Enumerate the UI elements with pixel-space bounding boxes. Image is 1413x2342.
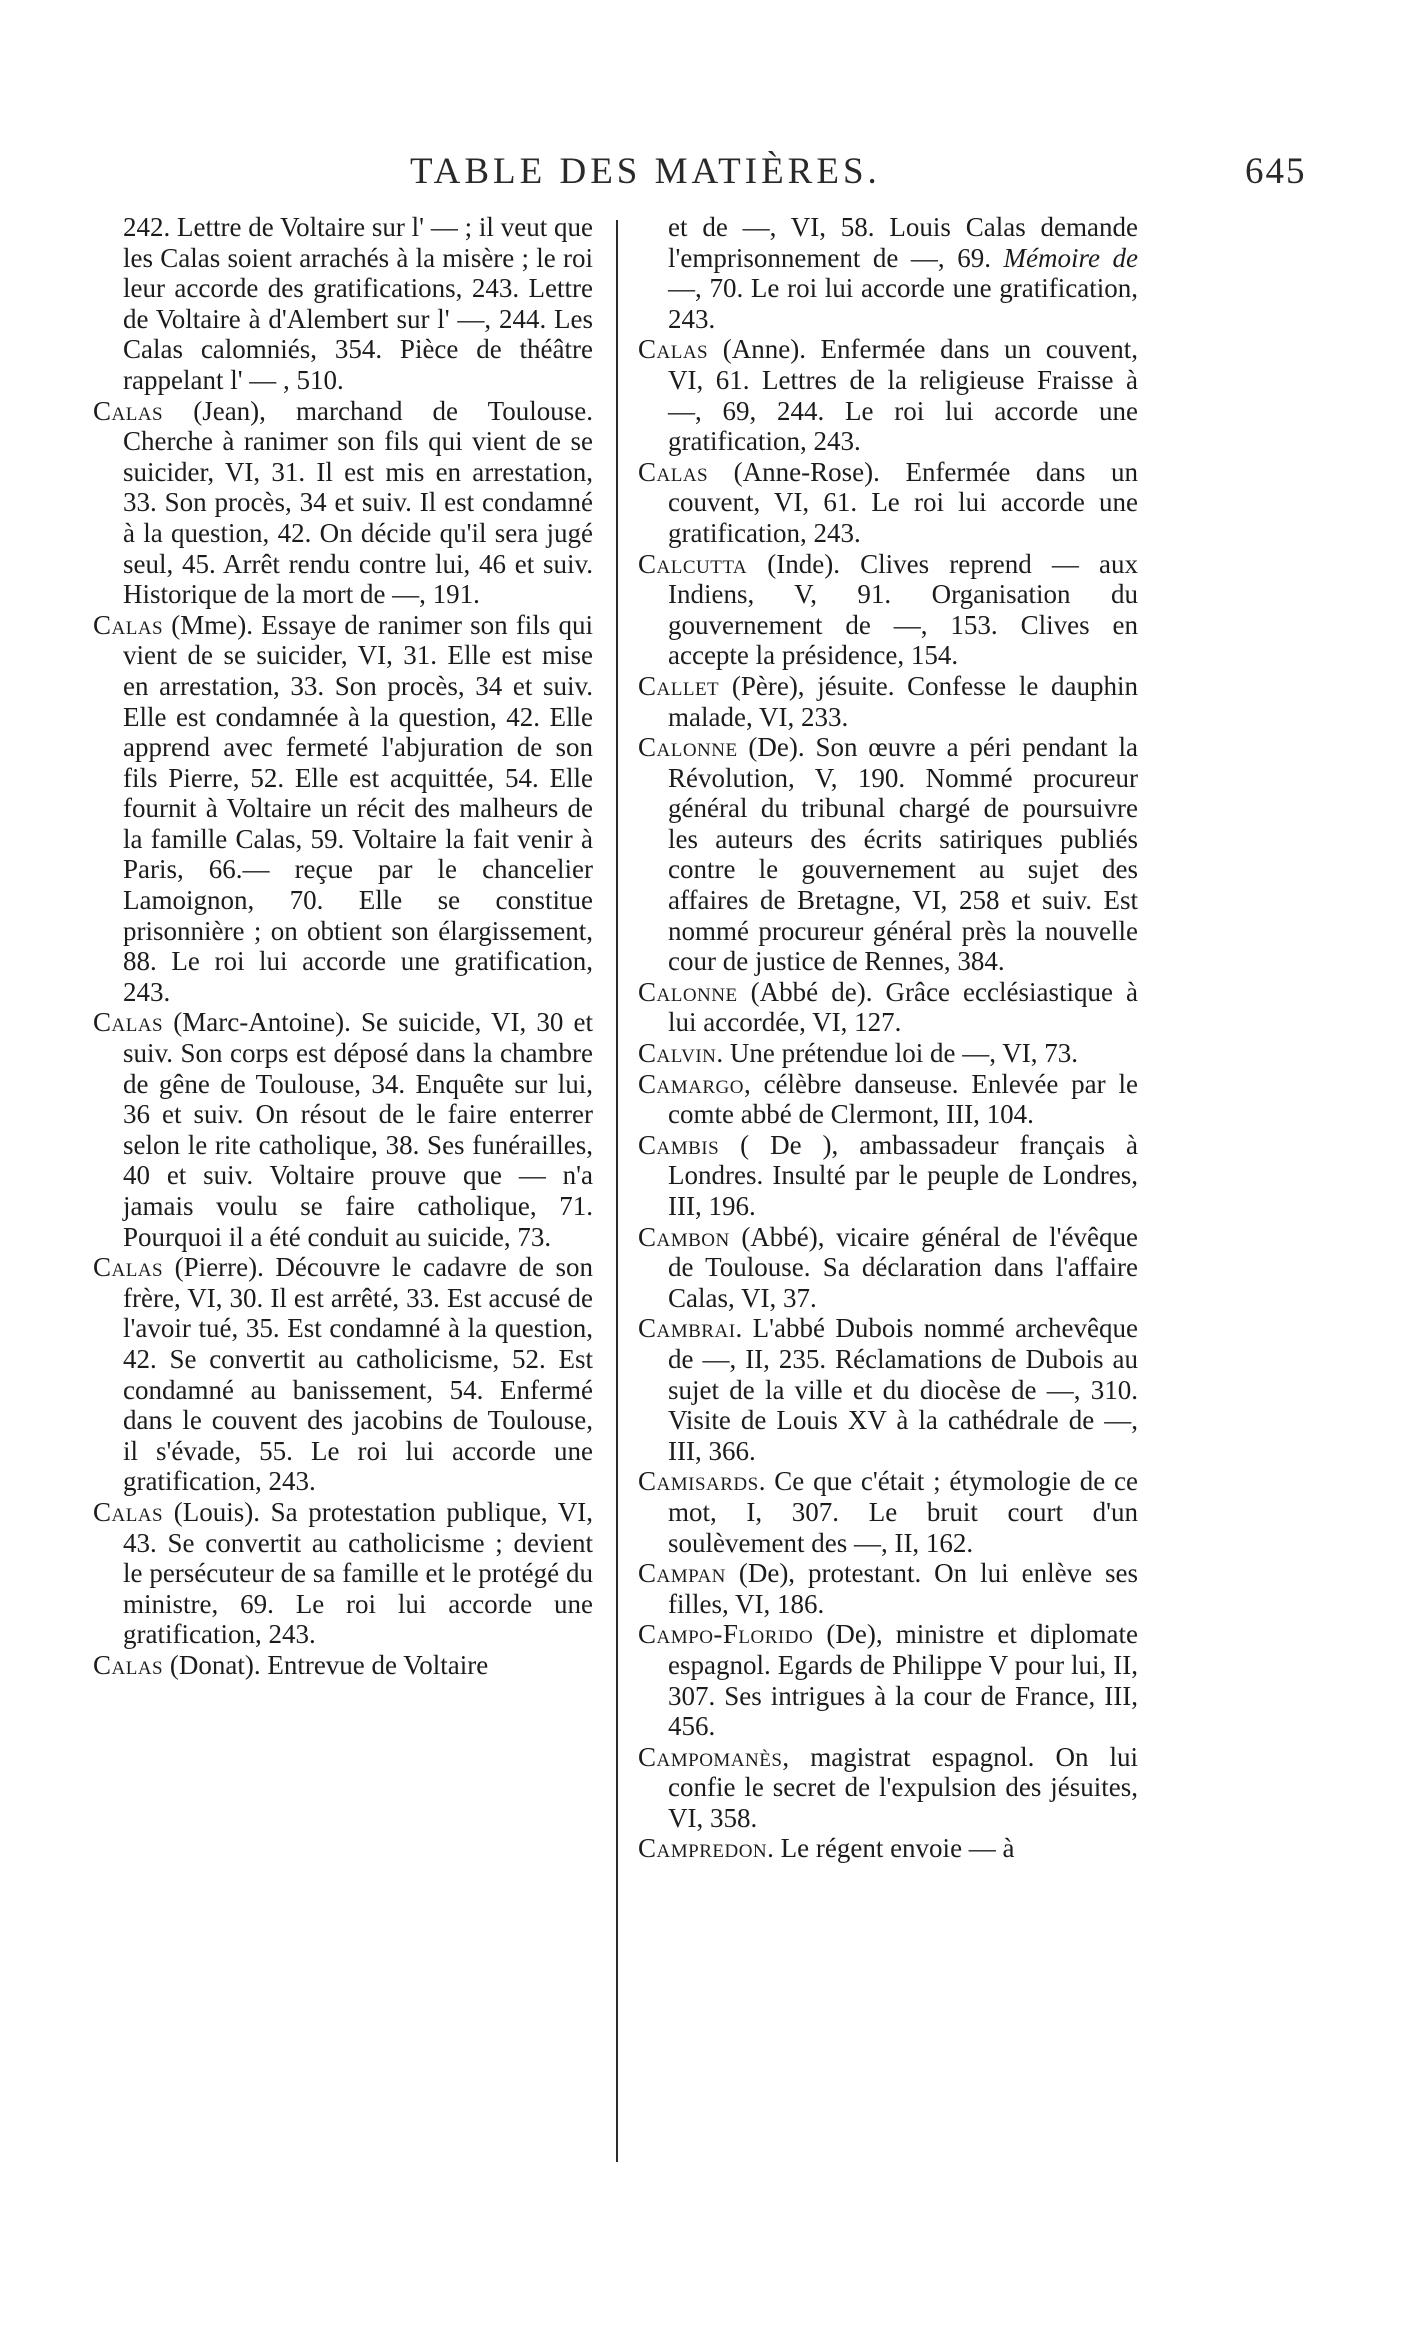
entry-text: (Mme). Essaye de ranimer son fils qui vient de se suicider, VI, 31. Elle est mise en arrestation, 33. Son procès, 34 et suiv. Elle est condamnée à la question, 42. Elle apprend avec fermeté l'abjuration de son fils Pierre, 52. Elle est acquittée, 54. Elle fournit à Voltaire un récit des malheurs de la famille Calas, 59. Voltaire la fait venir à Paris, 66.— reçue par le chancelier Lamoignon, 70. Elle se constitue prisonnière ; on obtient son élargissement, 88. Le roi lui accorde une gratification, 243. bbox=[123, 609, 593, 1007]
page-number: 645 bbox=[1245, 151, 1307, 192]
index-entry bbox=[93, 1252, 593, 1497]
entry-headword: Calas bbox=[93, 1252, 164, 1283]
index-entry bbox=[638, 1742, 1138, 1834]
entry-text: (De), protestant. On lui enlève ses filles, VI, 186. bbox=[668, 1558, 1138, 1619]
entry-text: ( De ), ambassadeur français à Londres. Insulté par le peuple de Londres, III, 196. bbox=[668, 1129, 1138, 1221]
entry-headword: Campomanès bbox=[638, 1741, 783, 1772]
column-divider bbox=[616, 220, 618, 2162]
index-entry bbox=[638, 1833, 1138, 1864]
entry-headword: Campan bbox=[638, 1558, 726, 1589]
entry-text: (De), ministre et diplomate espagnol. Egards de Philippe V pour lui, II, 307. Ses intrigues à la cour de France, III, 456. bbox=[668, 1619, 1138, 1742]
entry-headword: Camisards bbox=[638, 1466, 759, 1497]
index-entry bbox=[93, 1497, 593, 1650]
entry-headword: Calcutta bbox=[638, 548, 748, 579]
entry-headword: Calas bbox=[93, 609, 164, 640]
entry-text: (Inde). Clives reprend — aux Indiens, V, 91. Organisation du gouvernement de —, 153. Clives en accepte la présidence, 154. bbox=[668, 548, 1138, 671]
running-title: TABLE DES MATIÈRES. bbox=[410, 151, 881, 192]
page-header bbox=[0, 150, 1413, 200]
entry-headword: Calas bbox=[638, 334, 709, 365]
index-entry bbox=[93, 610, 593, 1008]
index-entry bbox=[93, 1650, 593, 1681]
entry-headword: Calas bbox=[93, 1007, 164, 1038]
entry-text: . Une prétendue loi de —, VI, 73. bbox=[716, 1038, 1079, 1069]
entry-text: (De). Son œuvre a péri pendant la Révolution, V, 190. Nommé procureur général du tribunal chargé de poursuivre les auteurs des écrits satiriques publiés contre le gouvernement au sujet des affaires de Bretagne, VI, 258 et suiv. Est nommé procureur général près la nouvelle cour de justice de Rennes, 384. bbox=[668, 732, 1138, 977]
continuation-text bbox=[638, 212, 1138, 334]
index-entry bbox=[638, 1313, 1138, 1466]
entry-headword: Calas bbox=[93, 1649, 164, 1680]
entry-headword: Campo-Florido bbox=[638, 1619, 814, 1650]
left-column bbox=[93, 212, 593, 1681]
index-entry bbox=[638, 1069, 1138, 1130]
entry-text: (Marc-Antoine). Se suicide, VI, 30 et suiv. Son corps est déposé dans la chambre de gêne de Toulouse, 34. Enquête sur lui, 36 et suiv. On résout de le faire enterrer selon le rite catholique, 38. Ses funérailles, 40 et suiv. Voltaire prouve que — n'a jamais voulu se faire catholique, 71. Pourquoi il a été conduit au suicide, 73. bbox=[123, 1007, 593, 1252]
entry-headword: Cambrai bbox=[638, 1313, 736, 1344]
index-entry bbox=[638, 732, 1138, 977]
entry-headword: Calas bbox=[93, 1496, 164, 1527]
right-entries bbox=[638, 334, 1138, 1864]
index-entry bbox=[638, 457, 1138, 549]
entry-text: (Anne-Rose). Enfermée dans un couvent, VI, 61. Le roi lui accorde une gratification, 243. bbox=[668, 456, 1138, 548]
entry-text: (Abbé de). Grâce ecclésiastique à lui accordée, VI, 127. bbox=[668, 976, 1138, 1038]
entry-headword: Cambon bbox=[638, 1221, 730, 1252]
entry-text: . Ce que c'était ; étymologie de ce mot, I, 307. Le bruit court d'un soulèvement des —, II, 162. bbox=[668, 1466, 1138, 1558]
entry-text: (Père), jésuite. Confesse le dauphin malade, VI, 233. bbox=[668, 670, 1138, 732]
entry-headword: Campredon bbox=[638, 1833, 768, 1864]
entry-text: , magistrat espagnol. On lui confie le secret de l'expulsion des jésuites, VI, 358. bbox=[668, 1741, 1138, 1833]
entry-headword: Callet bbox=[638, 670, 720, 701]
index-entry bbox=[93, 396, 593, 610]
index-entry bbox=[638, 671, 1138, 732]
entry-text: (Anne). Enfermée dans un couvent, VI, 61. Lettres de la religieuse Fraisse à —, 69, 244. Le roi lui accorde une gratification, 243. bbox=[668, 334, 1138, 457]
continuation-text: 242. Lettre de Voltaire sur l' — ; il veut que les Calas soient arrachés à la misère ; le roi leur accorde des gratifications, 243. Lettre de Voltaire à d'Alembert sur l' —, 244. Les Calas calomniés, 354. Pièce de théâtre rappelant l' — , 510. bbox=[123, 212, 593, 395]
entry-text: (Donat). Entrevue de Voltaire bbox=[163, 1649, 489, 1680]
index-entry bbox=[638, 1466, 1138, 1558]
index-entry bbox=[93, 1007, 593, 1252]
entry-headword: Calas bbox=[93, 395, 164, 426]
entry-text: , célèbre danseuse. Enlevée par le comte abbé de Clermont, III, 104. bbox=[668, 1068, 1138, 1130]
memoire-title: Mémoire de bbox=[1003, 242, 1138, 273]
entry-headword: Calonne bbox=[638, 976, 738, 1007]
index-entry bbox=[638, 334, 1138, 456]
left-entries bbox=[93, 396, 593, 1681]
entry-text: (Jean), marchand de Toulouse. Cherche à ranimer son fils qui vient de se suicider, VI, 31. Il est mis en arrestation, 33. Son procès, 34 et suiv. Il est condamné à la question, 42. On décide qu'il sera jugé seul, 45. Arrêt rendu contre lui, 46 et suiv. Historique de la mort de —, 191. bbox=[123, 395, 593, 610]
entry-headword: Calvin bbox=[638, 1038, 717, 1069]
entry-text: (Louis). Sa protestation publique, VI, 43. Se convertit au catholicisme ; devient le persécuteur de sa famille et le protégé du ministre, 69. Le roi lui accorde une gratification, 243. bbox=[123, 1496, 593, 1650]
entry-headword: Calas bbox=[638, 456, 709, 487]
continuation-text-part: et de —, VI, 58. Louis Calas demande l'emprisonnement de —, 69. bbox=[668, 212, 1138, 273]
entry-headword: Camargo bbox=[638, 1068, 744, 1099]
index-entry bbox=[638, 1038, 1138, 1069]
index-entry bbox=[638, 977, 1138, 1038]
index-entry bbox=[638, 1619, 1138, 1741]
entry-headword: Cambis bbox=[638, 1129, 720, 1160]
entry-text: (Pierre). Découvre le cadavre de son frère, VI, 30. Il est arrêté, 33. Est accusé de l'avoir tué, 35. Est condamné à la question, 42. Se convertit au catholicisme, 52. Est condamné au banissement, 54. Enfermé dans le couvent des jacobins de Toulouse, il s'évade, 55. Le roi lui accorde une gratification, 243. bbox=[123, 1252, 593, 1497]
entry-text: . L'abbé Dubois nommé archevêque de —, II, 235. Réclamations de Dubois au sujet de la ville et du diocèse de —, 310. Visite de Louis XV à la cathédrale de —, III, 366. bbox=[668, 1313, 1138, 1466]
index-entry bbox=[638, 1558, 1138, 1619]
entry-text: (Abbé), vicaire général de l'évêque de Toulouse. Sa déclaration dans l'affaire Calas, VI, 37. bbox=[668, 1221, 1138, 1313]
index-entry bbox=[638, 549, 1138, 671]
continuation-text-part: —, 70. Le roi lui accorde une gratification, 243. bbox=[668, 273, 1138, 334]
index-entry bbox=[638, 1222, 1138, 1314]
entry-text: . Le régent envoie — à bbox=[767, 1833, 1015, 1864]
index-entry bbox=[638, 1130, 1138, 1222]
entry-headword: Calonne bbox=[638, 732, 738, 763]
right-column bbox=[638, 212, 1138, 1864]
